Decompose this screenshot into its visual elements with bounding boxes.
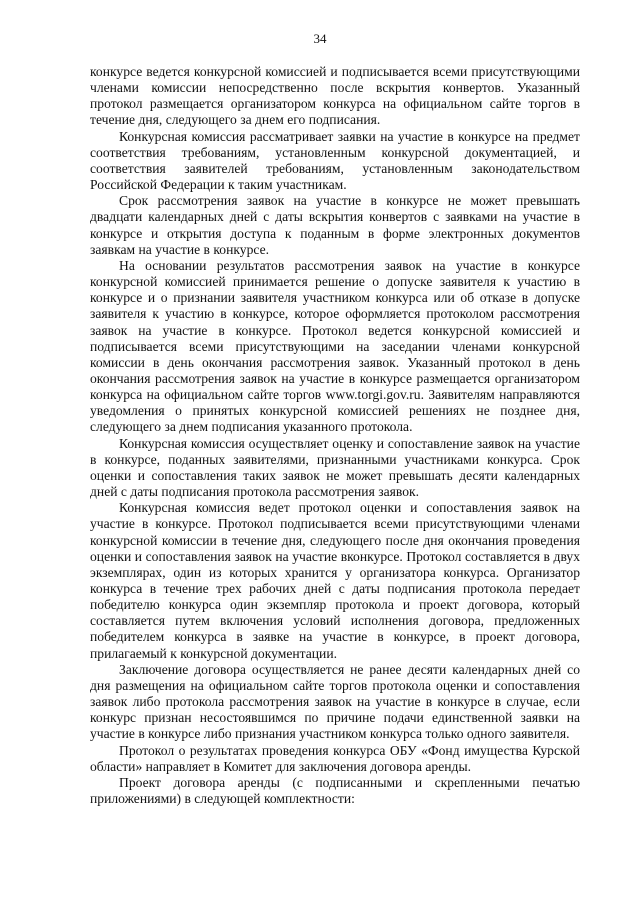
paragraph: Проект договора аренды (с подписанными и скрепленными печатью приложениями) в следующей комплектности: (90, 774, 580, 807)
paragraph: Протокол о результатах проведения конкурса ОБУ «Фонд имущества Курской области» направляет в Комитет для заключения договора аренды. (90, 742, 580, 774)
paragraph: Конкурсная комиссия ведет протокол оценки и сопоставления заявок на участие в конкурсе. Протокол подписывается всеми присутствующими членами конкурсной комиссии в течение дня, следующего после дня окончания проведения оценки и сопоставления заявок на участие вконкурсе. Протокол составляется в двух экземплярах, один из которых хранится у организатора конкурса. Организатор конкурса в течение трех рабочих дней с даты подписания протокола передает победителю конкурса один экземпляр протокола и проект договора, который составляется путем включения условий исполнения договора, предложенных победителем конкурса в заявке на участие в конкурсе, в проект договора, прилагаемый к конкурсной документации. (90, 500, 580, 661)
paragraph: Заключение договора осуществляется не ранее десяти календарных дней со дня размещения на официальном сайте торгов протокола оценки и сопоставления заявок либо протокола рассмотрения заявок на участие в конкурсе в случае, если конкурс признан несостоявшимся по причине подачи единственной заявки на участие в конкурсе либо признания участником конкурса только одного заявителя. (90, 661, 580, 742)
page-number: 34 (313, 31, 327, 46)
paragraph: Конкурсная комиссия рассматривает заявки на участие в конкурсе на предмет соответствия требованиям, установленным конкурсной документацией, и соответствия заявителей требованиям, установленным законодательством Российской Федерации к таким участникам. (90, 128, 580, 193)
paragraph: Срок рассмотрения заявок на участие в конкурсе не может превышать двадцати календарных дней с даты вскрытия конвертов с заявками на участие в конкурсе и открытия доступа к поданным в форме электронных документов заявкам на участие в конкурсе. (90, 193, 580, 257)
document-body (90, 64, 580, 807)
paragraph: Конкурсная комиссия осуществляет оценку и сопоставление заявок на участие в конкурсе, поданных заявителями, признанными участниками конкурса. Срок оценки и сопоставления таких заявок не может превышать десяти календарных дней с даты подписания протокола рассмотрения заявок. (90, 435, 580, 500)
paragraph: На основании результатов рассмотрения заявок на участие в конкурсе конкурсной комиссией принимается решение о допуске заявителя к участию в конкурсе и о признании заявителя участником конкурса или об отказе в допуске заявителя к участию в конкурсе, которое оформляется протоколом рассмотрения заявок на участие в конкурсе. Протокол ведется конкурсной комиссией и подписывается всеми присутствующими на заседании членами конкурсной комиссии в день окончания рассмотрения заявок. Указанный протокол в день окончания рассмотрения заявок на участие в конкурсе размещается организатором конкурса на официальном сайте торгов www.torgi.gov.ru. Заявителям направляются уведомления о принятых конкурсной комиссией решениях не позднее дня, следующего за днем подписания указанного протокола. (90, 257, 580, 435)
paragraph-continuation: конкурсе ведется конкурсной комиссией и подписывается всеми присутствующими членами комиссии непосредственно после вскрытия конвертов. Указанный протокол размещается организатором конкурса на официальном сайте торгов в течение дня, следующего за днем его подписания. (90, 64, 580, 128)
